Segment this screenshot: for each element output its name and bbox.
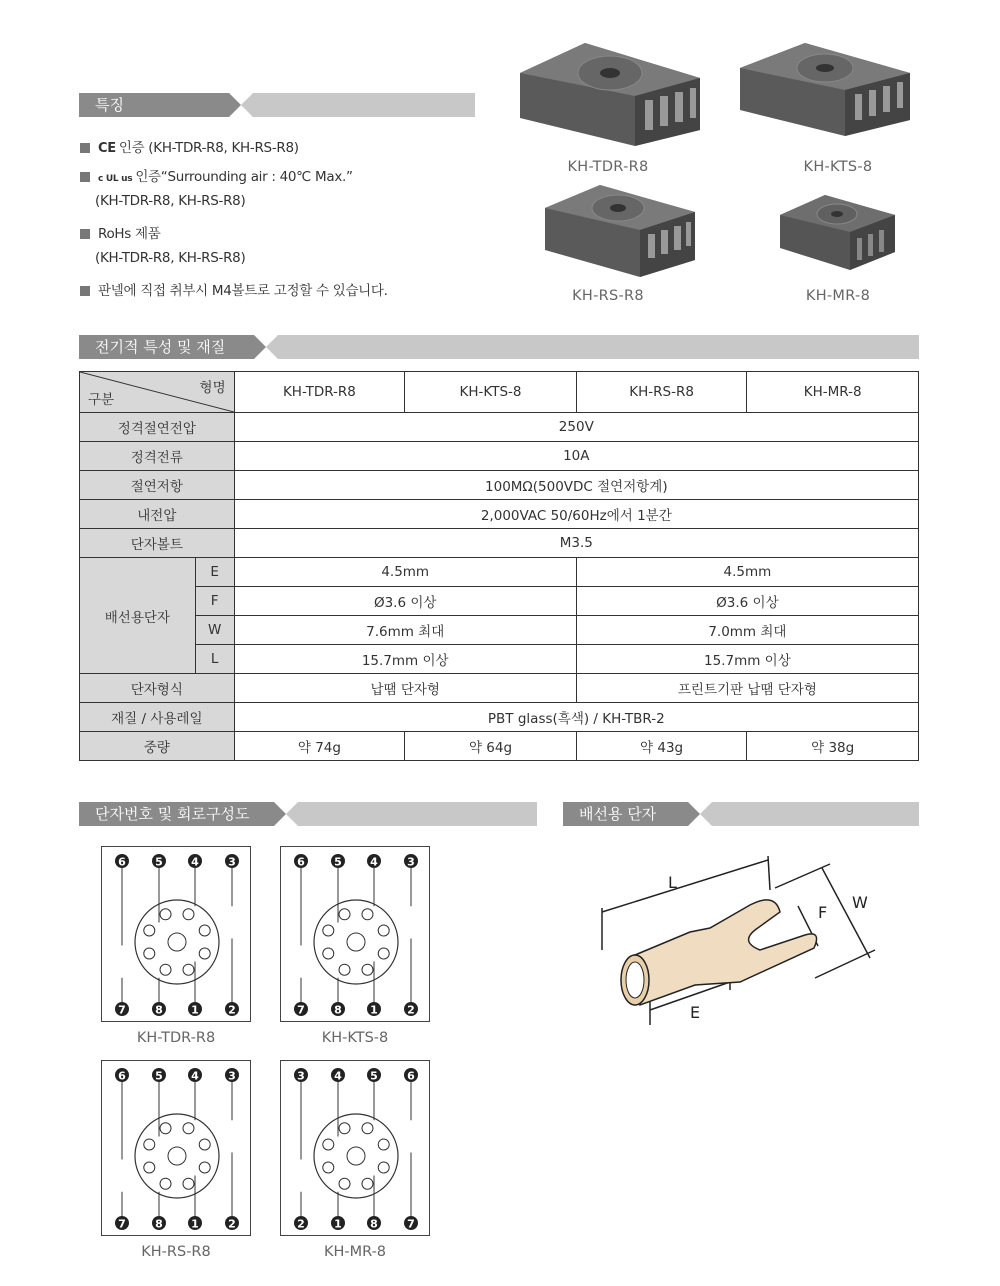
product-caption: KH-KTS-8 [803,159,873,175]
key-hole [347,1147,365,1165]
pin-number-top [367,854,381,906]
row-value: 약 64g [405,732,577,761]
product-caption: KH-RS-R8 [572,288,644,304]
feature-item-ce: CE 인증 (KH-TDR-R8, KH-RS-R8) [80,136,299,156]
pin-hole [323,1139,334,1150]
pin-hole [144,925,155,936]
svg-text:1: 1 [334,1217,342,1231]
pin-hole [160,1178,171,1189]
table-row [80,732,919,761]
model-label: 형명 [199,380,226,396]
row-value: 납땜 단자형 [234,674,576,703]
table-row [80,500,919,529]
pin-number-top [115,854,129,945]
pin-hole [378,948,389,959]
circuit-caption: KH-TDR-R8 [136,1030,216,1046]
svg-text:8: 8 [155,1003,163,1017]
row-label: 중량 [80,732,235,761]
key-hole [347,933,365,951]
svg-text:1: 1 [191,1003,199,1017]
table-header-row [80,372,919,413]
svg-text:8: 8 [155,1217,163,1231]
pin-hole [183,909,194,920]
svg-text:5: 5 [334,855,342,869]
dim-label-e: E [690,1003,701,1022]
pin-hole [160,909,171,920]
pin-hole [378,925,389,936]
feature-item-rohs-models: (KH-TDR-R8, KH-RS-R8) [95,250,246,266]
pin-number-bottom [404,939,418,1017]
model-header-cell: KH-MR-8 [747,372,919,413]
table-row [80,616,919,645]
pin-number-top [294,1068,308,1159]
pin-number-bottom [294,978,308,1017]
row-label: 정격절연전압 [80,413,235,442]
circuit-caption: KH-MR-8 [323,1244,387,1260]
row-value: 7.0mm 최대 [576,616,918,645]
product-image-kh-rs-r8 [540,180,700,280]
pin-hole [199,1139,210,1150]
table-row [80,703,919,732]
svg-text:1: 1 [191,1217,199,1231]
product-image-kh-kts-8 [735,38,915,138]
svg-text:2: 2 [228,1217,236,1231]
sub-label: L [195,645,234,674]
pin-number-bottom [115,978,129,1017]
row-value: Ø3.6 이상 [234,587,576,616]
circuit-diagram [280,1060,430,1236]
feature-item-rohs: RoHs 제품 [80,222,161,242]
pin-number-top [225,854,239,906]
svg-text:3: 3 [297,1069,305,1083]
row-value: 약 43g [576,732,747,761]
svg-text:5: 5 [155,855,163,869]
sub-label: E [195,558,234,587]
features-banner [79,93,475,117]
svg-text:2: 2 [407,1003,415,1017]
svg-text:7: 7 [118,1217,126,1231]
svg-text:7: 7 [407,1217,415,1231]
pin-hole [378,1162,389,1173]
row-value: 250V [234,413,918,442]
svg-text:2: 2 [228,1003,236,1017]
pin-hole [339,1123,350,1134]
pin-hole [199,948,210,959]
table-row [80,471,919,500]
model-header-cell: KH-RS-R8 [576,372,747,413]
bullet-square-icon [80,286,90,296]
svg-text:5: 5 [370,1069,378,1083]
row-value: 100MΩ(500VDC 절연저항계) [234,471,918,500]
svg-text:4: 4 [370,855,378,869]
pin-number-top [404,854,418,906]
row-value: 7.6mm 최대 [234,616,576,645]
pin-number-bottom [225,1153,239,1231]
pin-hole [144,948,155,959]
model-header-cell: KH-TDR-R8 [234,372,405,413]
circuit-diagram [280,846,430,1022]
table-row [80,442,919,471]
svg-text:6: 6 [118,855,126,869]
feature-item-ul-models: (KH-TDR-R8, KH-RS-R8) [95,193,246,209]
terminal-title: 배선용 단자 [563,802,688,826]
svg-text:4: 4 [191,1069,199,1083]
pin-hole [160,964,171,975]
pin-hole [199,1162,210,1173]
pin-hole [362,1123,373,1134]
pin-number-top [188,854,202,906]
pin-hole [323,948,334,959]
svg-text:6: 6 [118,1069,126,1083]
svg-text:5: 5 [155,1069,163,1083]
pin-hole [362,1178,373,1189]
sub-label: W [195,616,234,645]
row-value: 2,000VAC 50/60Hz에서 1분간 [234,500,918,529]
key-hole [168,933,186,951]
row-label: 내전압 [80,500,235,529]
pin-hole [339,909,350,920]
feature-item-panel: 판넬에 직접 취부시 M4볼트로 고정할 수 있습니다. [80,279,388,299]
circuit-caption: KH-KTS-8 [321,1030,389,1046]
spec-table [79,371,919,761]
pin-hole [378,1139,389,1150]
row-label: 단자볼트 [80,529,235,558]
pin-number-bottom [152,1192,166,1231]
bullet-square-icon [80,143,90,153]
feature-item-ul: c UL us 인증“Surrounding air : 40℃ Max.” [80,165,353,185]
product-image-kh-tdr-r8 [510,38,710,148]
table-row [80,587,919,616]
circuit-caption: KH-RS-R8 [141,1244,211,1260]
row-value: 약 74g [234,732,405,761]
pin-number-top [115,1068,129,1159]
pin-number-bottom [115,1192,129,1231]
svg-text:4: 4 [334,1069,342,1083]
pin-number-bottom [225,939,239,1017]
svg-text:8: 8 [334,1003,342,1017]
pin-hole [362,964,373,975]
svg-text:1: 1 [370,1003,378,1017]
row-value: 10A [234,442,918,471]
row-value: 15.7mm 이상 [576,645,918,674]
pin-number-bottom [331,978,345,1017]
table-row [80,413,919,442]
socket-outline [314,900,398,984]
sub-label: F [195,587,234,616]
row-value: 4.5mm [576,558,918,587]
pin-number-bottom [294,1192,308,1231]
pin-number-top [294,854,308,945]
model-header-cell: KH-KTS-8 [405,372,577,413]
header-corner-cell [80,372,235,413]
table-row [80,529,919,558]
table-row [80,558,919,587]
dim-label-w: W [852,893,868,912]
pin-hole [199,925,210,936]
product-caption: KH-TDR-R8 [567,159,649,175]
bullet-square-icon [80,229,90,239]
pin-number-top [367,1068,381,1120]
wiring-terminal-drawing [590,850,890,1060]
row-value: PBT glass(흑색) / KH-TBR-2 [234,703,918,732]
table-row [80,645,919,674]
row-label: 절연저항 [80,471,235,500]
specs-title: 전기적 특성 및 재질 [79,335,254,359]
pin-hole [160,1123,171,1134]
row-label: 단자형식 [80,674,235,703]
product-image-kh-mr-8 [775,190,900,275]
pin-hole [183,964,194,975]
pin-hole [339,1178,350,1189]
svg-text:8: 8 [370,1217,378,1231]
pin-hole [183,1178,194,1189]
row-label: 재질 / 사용레일 [80,703,235,732]
svg-text:3: 3 [407,855,415,869]
socket-outline [135,1114,219,1198]
ce-mark-icon: CE [98,141,116,156]
circuits-banner [79,802,537,826]
pin-number-bottom [152,978,166,1017]
pin-hole [323,925,334,936]
pin-hole [323,1162,334,1173]
pin-number-top [225,1068,239,1120]
dim-label-l: L [668,873,677,892]
pin-number-top [188,1068,202,1120]
svg-text:4: 4 [191,855,199,869]
pin-number-bottom [404,1153,418,1231]
key-hole [168,1147,186,1165]
svg-text:7: 7 [297,1003,305,1017]
dim-label-f: F [818,903,828,922]
terminal-banner [563,802,919,826]
features-title: 특징 [79,93,229,117]
row-value: 15.7mm 이상 [234,645,576,674]
row-value: 4.5mm [234,558,576,587]
pin-hole [144,1162,155,1173]
row-value: 약 38g [747,732,919,761]
svg-text:6: 6 [407,1069,415,1083]
svg-text:3: 3 [228,855,236,869]
bullet-square-icon [80,172,90,182]
circuit-diagram [101,1060,251,1236]
socket-outline [135,900,219,984]
ul-mark-icon: c UL us [98,174,133,184]
circuit-diagram [101,846,251,1022]
row-label: 배선용단자 [80,558,196,674]
svg-text:7: 7 [118,1003,126,1017]
category-label: 구분 [88,392,115,408]
pin-hole [183,1123,194,1134]
socket-outline [314,1114,398,1198]
table-row [80,674,919,703]
svg-text:2: 2 [297,1217,305,1231]
svg-text:6: 6 [297,855,305,869]
row-value: Ø3.6 이상 [576,587,918,616]
specs-banner [79,335,919,359]
row-label: 정격전류 [80,442,235,471]
circuits-title: 단자번호 및 회로구성도 [79,802,274,826]
product-caption: KH-MR-8 [805,288,871,304]
pin-hole [339,964,350,975]
row-value: M3.5 [234,529,918,558]
pin-number-bottom [331,1192,345,1231]
pin-hole [362,909,373,920]
pin-hole [144,1139,155,1150]
pin-number-top [404,1068,418,1120]
svg-text:3: 3 [228,1069,236,1083]
row-value: 프린트기판 납땜 단자형 [576,674,918,703]
